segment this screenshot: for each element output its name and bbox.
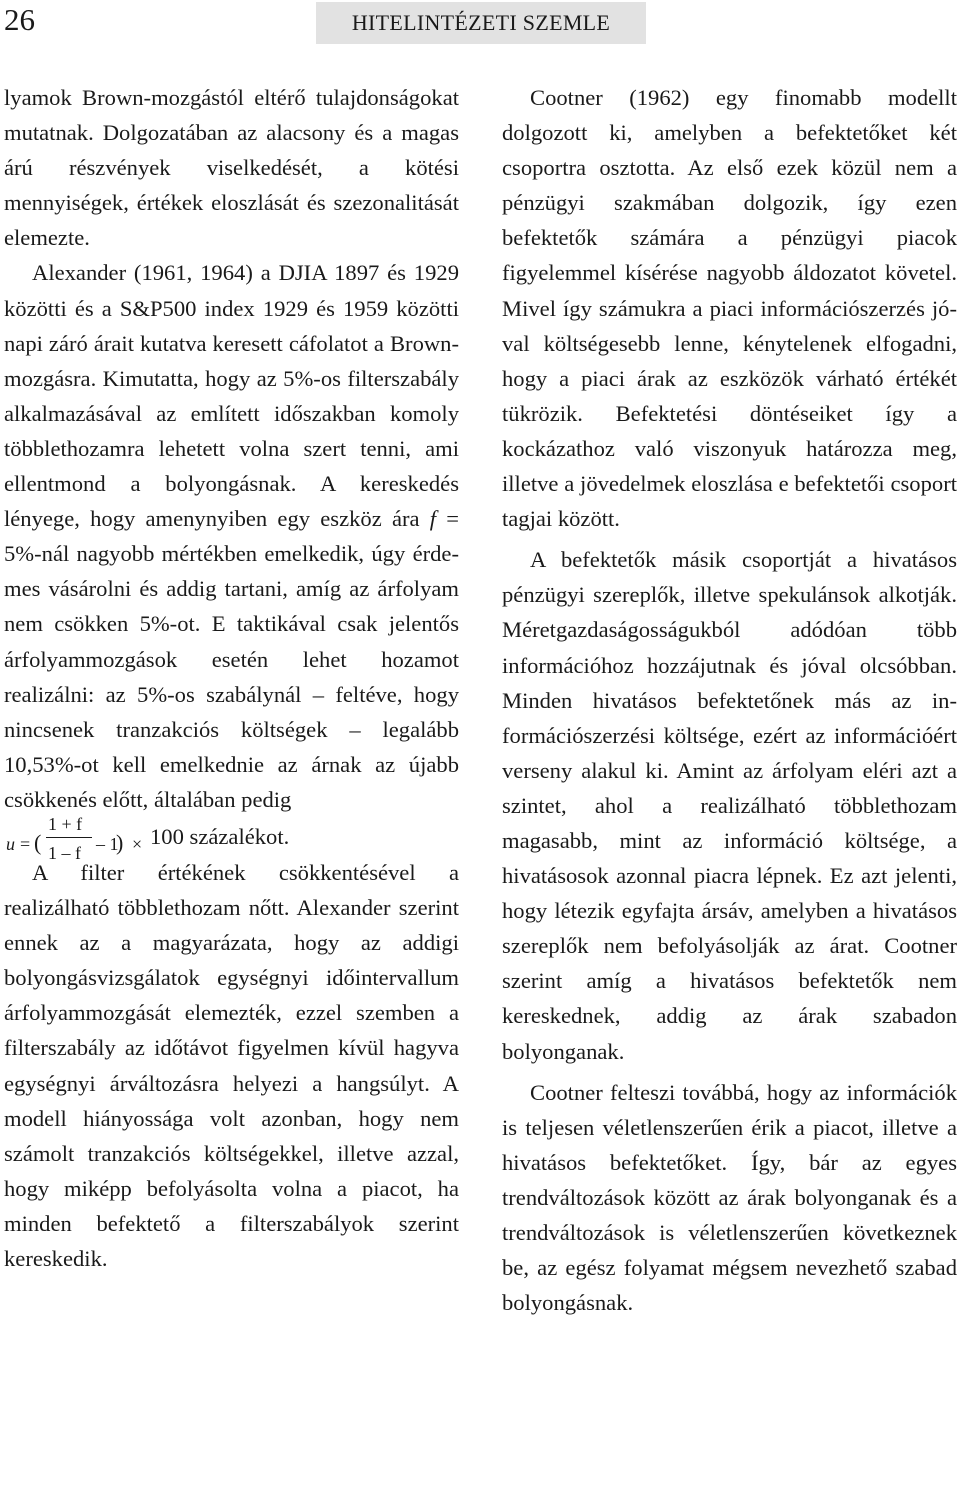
left-paragraph-2 xyxy=(4,255,459,817)
percentage-formula xyxy=(4,813,144,863)
left-paragraph-2-text: Alexander (1961, 1964) a DJIA 1897 és 1929 közötti és a S&P500 index 1929 és 1959 közötti napi záró árait kutatva keresett cáfolatot a Brown-mozgásra. Kimutatta, hogy az 5%-os filterszabály alkalmazásával az említett időszakban komoly többlethozamra lehetett volna szert tenni, ami ellentmond a bolyongásnak. A kereskedés lényege, hogy amenynyiben egy eszköz ára xyxy=(4,260,459,532)
formula-times: × xyxy=(132,833,143,854)
right-paragraph-2: A befektetők másik csoportját a hivatásos pénzügyi szereplők, illetve spekulánsok alkotják. Méretgazdaságosságukból adódóan több információhoz hozzájutnak és jóval olcsóbban. Minden hivatásos befektetőnek más az információszerzési költsége, ezért az információért verseny alakul ki. Amint az árfolyam eléri azt a szintet, ahol a realizálható többlethozam magasabb, mint az információ költsége, a hivatásosok azonnal piacra lépnek. Ez azt jelenti, hogy létezik egyfajta ársáv, amelyben a hivatásos szereplők nem befolyásolják az árat. Cootner szerint amíg a hivatásos befektetők nem kereskednek, addig az árak szabadon bolyonganak. xyxy=(502,547,957,1064)
page-number: 26 xyxy=(4,2,35,37)
formula-lhs: u xyxy=(6,833,15,854)
formula-equals: = xyxy=(20,833,31,854)
formula-open-paren: ( xyxy=(34,829,42,855)
left-column xyxy=(4,80,459,1276)
formula-denominator: 1 – f xyxy=(48,842,81,863)
running-head-text: HITELINTÉZETI SZEMLE xyxy=(351,10,611,35)
running-head xyxy=(316,2,646,44)
right-column xyxy=(502,80,957,1320)
formula-close-paren: ) xyxy=(116,829,124,855)
left-paragraph-3: A filter értékének csökkentésével a realizálható többlethozam nőtt. Alexander szerint ennek az a magyarázata, hogy az addigi bolyongásvizsgálatok egységnyi időintervallum árfolyammozgását elemezték, ezzel szemben a filterszabály az időtávot figyelmen kívül hagyva egységnyi árváltozásra helyezi a hangsúlyt. A modell hiányossága volt azonban, hogy nem számolt tranzakciós költségekkel, illetve azzal, hogy miképp befolyásolta volna a piacot, ha minden befektető a filterszabályok szerint kereskedik. xyxy=(4,859,459,1271)
left-paragraph-2-continuation: = 5%-nál nagyobb mértékben emelkedik, úgy érdemes vásárolni és addig tartani, amíg az árfolyam nem csökken 5%-ot. E taktikával csak jelentős árfolyammozgások esetén lehet hozamot realizálni: az 5%-os szabálynál – feltéve, hogy nincsenek tranzakciós költségek – legalább 10,53%-ot kell emelkednie az árnak az újabb csökkenés előtt, általában pedig xyxy=(4,506,459,812)
formula-numerator: 1 + f xyxy=(48,813,83,834)
formula-line xyxy=(4,813,459,863)
left-paragraph-1: lyamok Brown-mozgástól eltérő tulajdonságokat mutatnak. Dolgozatában az alacsony és a magas árú részvények viselkedését, a kötési mennyiségek, értékek eloszlását és szezonalitását elemezte. xyxy=(4,85,459,251)
formula-after-text: 100 százalékot. xyxy=(150,824,290,850)
formula-minus-one: – 1 xyxy=(96,833,119,854)
right-paragraph-3: Cootner felteszi továbbá, hogy az információk is teljesen véletlenszerűen érik a piacot, illetve a hivatásos befektetőket. Így, bár az egyes trendváltozások között az árak bolyonganak és a trendváltozások is véletlenszerűen következnek be, az egész folyamat mégsem nevezhető szabad bolyongásnak. xyxy=(502,1079,957,1316)
variable-f: f xyxy=(429,506,437,532)
right-paragraph-1: Cootner (1962) egy finomabb modellt dolgozott ki, amelyben a befektetőket két csoportra osztotta. Az első ezek közül nem a pénzügyi szakmában dolgozik, így ezen befektetők számára a pénzügyi piacok figyelemmel kísérése nagyobb áldozatot követel. Mivel így számukra a piaci információszerzés jóval költségesebb lenne, kénytelenek elfogadni, hogy a piaci árak az eszközök várható értékét tükrözik. Befektetési döntéseiket így a kockázathoz való viszonyuk határozza meg, illetve a jövedelmek eloszlása e befektetői csoport tagjai között. xyxy=(502,85,957,532)
